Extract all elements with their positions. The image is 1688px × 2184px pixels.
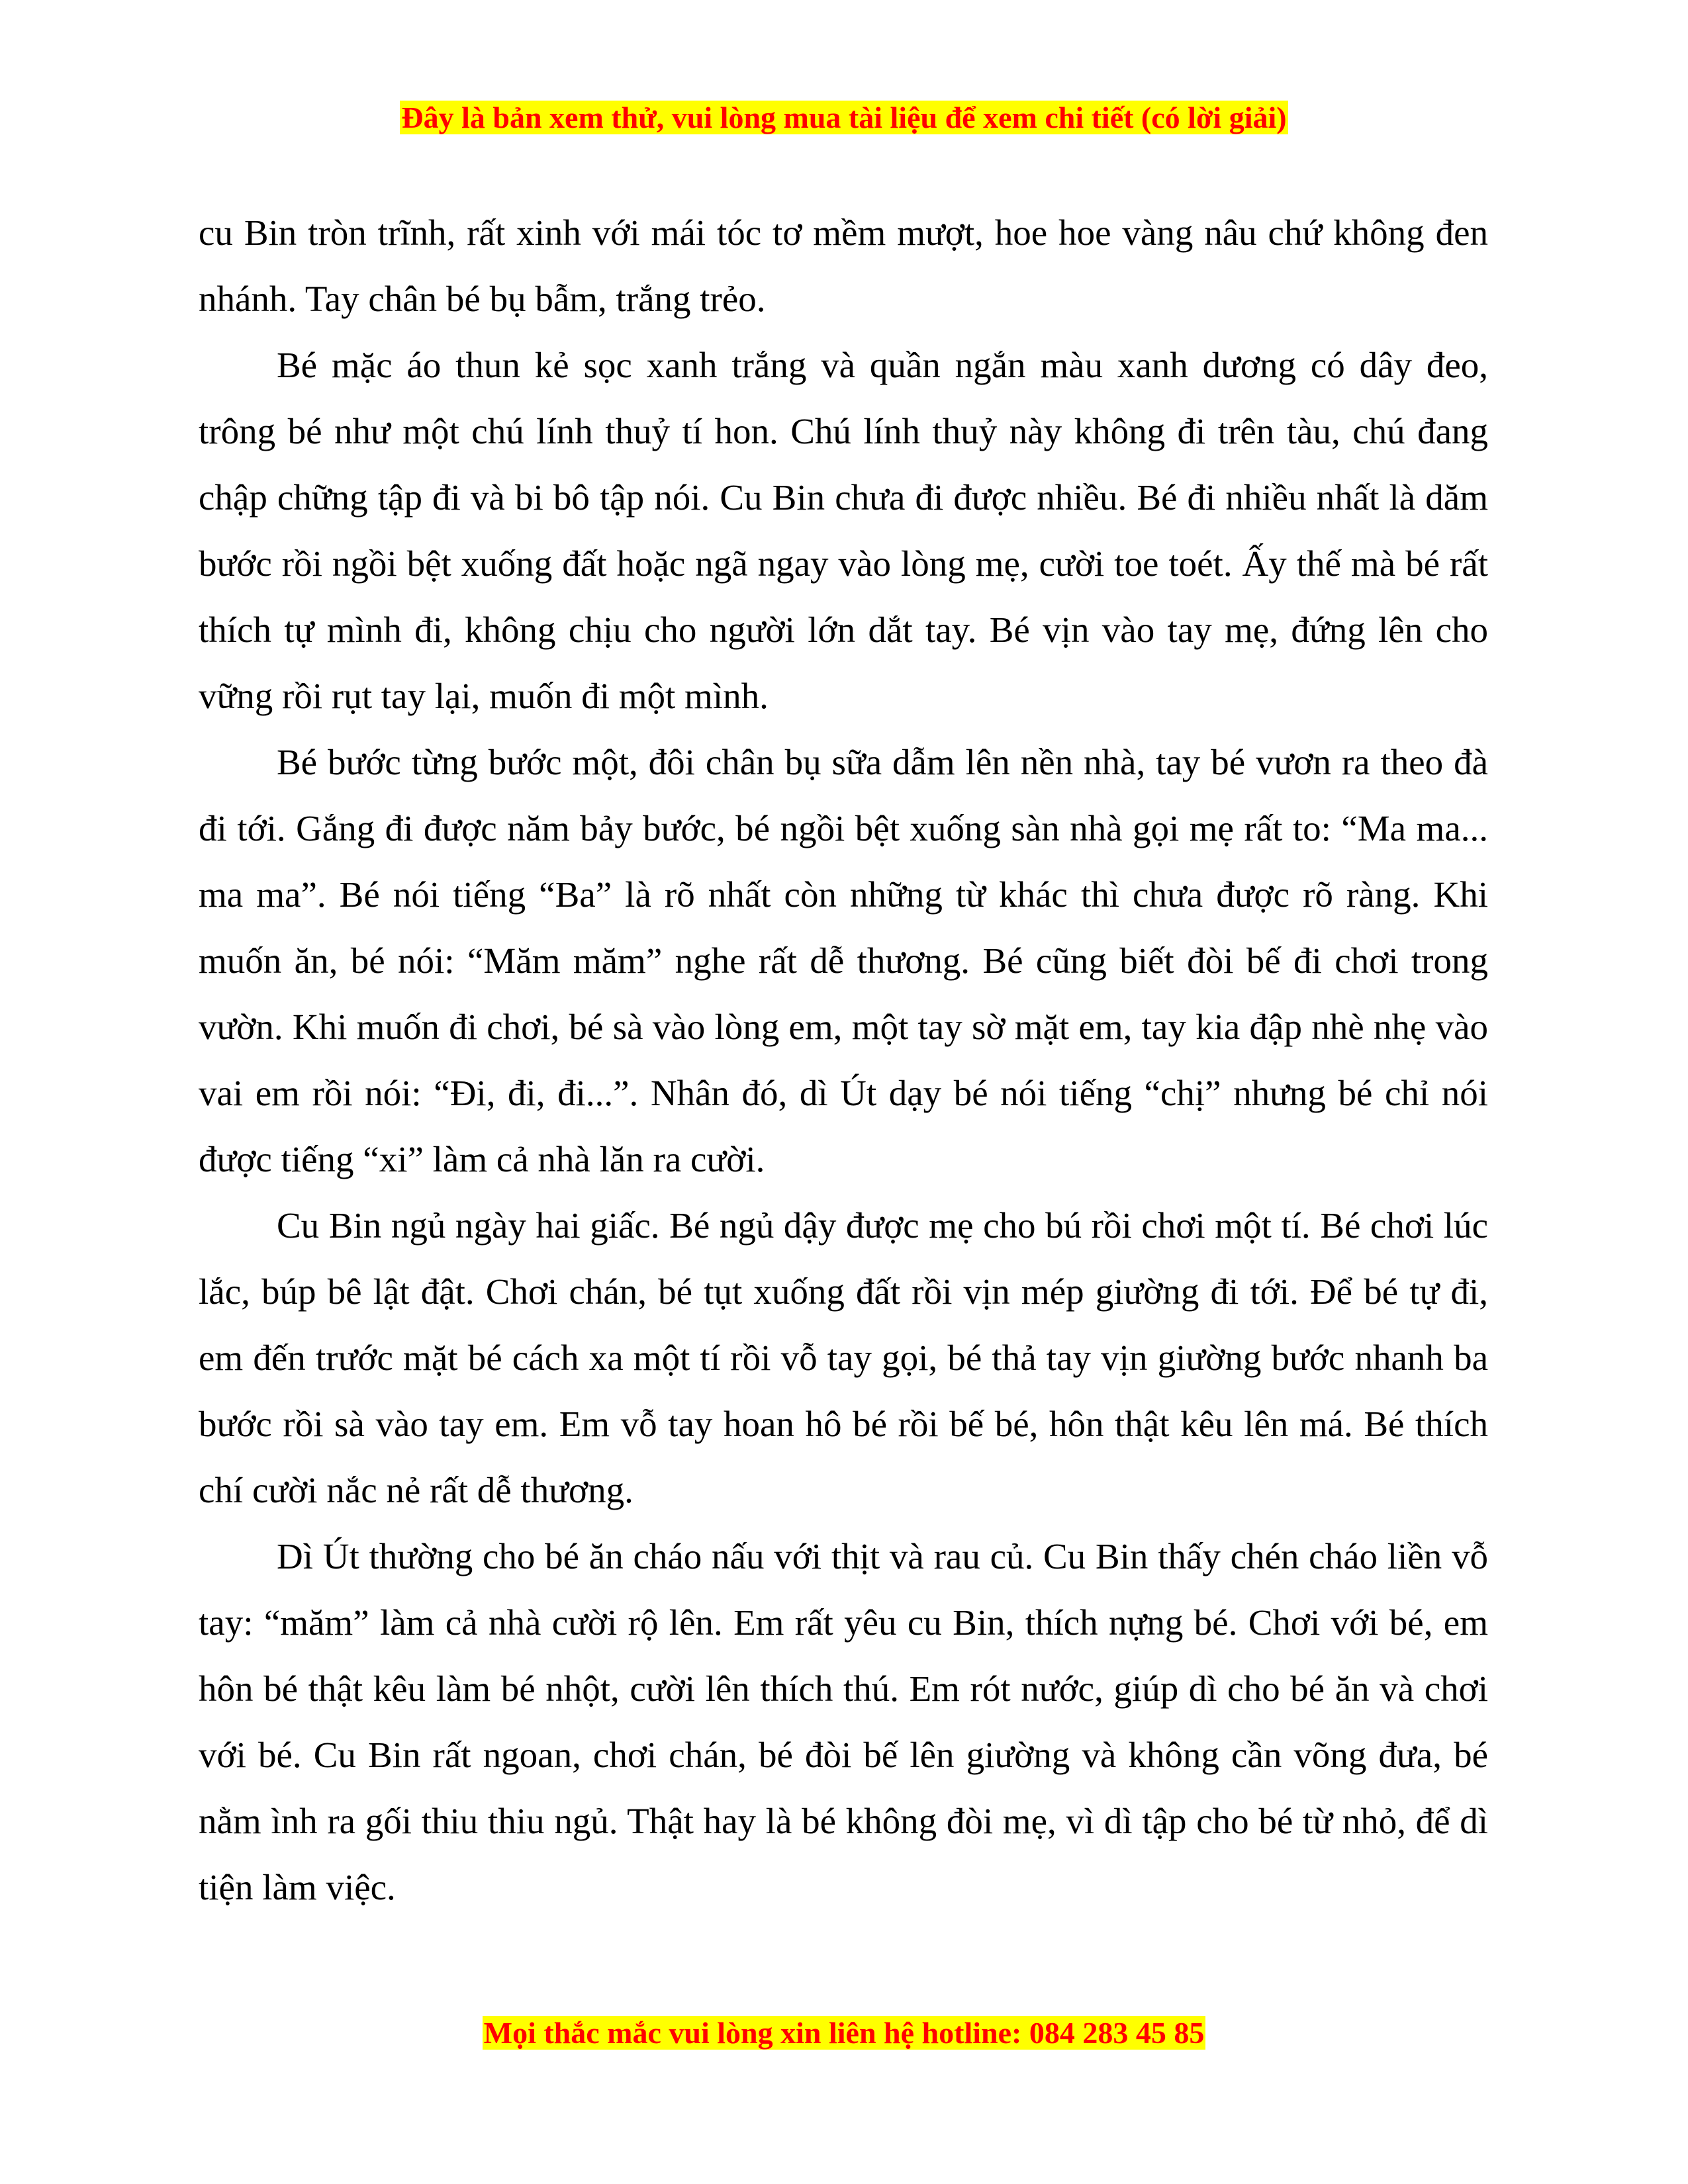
preview-notice-text: Đây là bản xem thử, vui lòng mua tài liệu để xem chi tiết (có lời giải) <box>401 101 1287 134</box>
paragraph-4: Cu Bin ngủ ngày hai giấc. Bé ngủ dậy được mẹ cho bú rồi chơi một tí. Bé chơi lúc lắc, búp bê lật đật. Chơi chán, bé tụt xuống đất rồi vịn mép giường đi tới. Để bé tự đi, em đến trước mặt bé cách xa một tí rồi vỗ tay gọi, bé thả tay vịn giường bước nhanh ba bước rồi sà vào tay em. Em vỗ tay hoan hô bé rồi bế bé, hôn thật kêu lên má. Bé thích chí cười nắc nẻ rất dễ thương. <box>199 1205 1488 1510</box>
hotline-banner <box>0 2015 1688 2052</box>
preview-notice-banner <box>0 99 1688 136</box>
document-body <box>199 200 1488 1921</box>
paragraph-1: cu Bin tròn trĩnh, rất xinh với mái tóc tơ mềm mượt, hoe hoe vàng nâu chứ không đen nhánh. Tay chân bé bụ bẫm, trắng trẻo. <box>199 212 1488 319</box>
paragraph-5: Dì Út thường cho bé ăn cháo nấu với thịt và rau củ. Cu Bin thấy chén cháo liền vỗ tay: “măm” làm cả nhà cười rộ lên. Em rất yêu cu Bin, thích nựng bé. Chơi với bé, em hôn bé thật kêu làm bé nhột, cười lên thích thú. Em rót nước, giúp dì cho bé ăn và chơi với bé. Cu Bin rất ngoan, chơi chán, bé đòi bế lên giường và không cần võng đưa, bé nằm ình ra gối thiu thiu ngủ. Thật hay là bé không đòi mẹ, vì dì tập cho bé từ nhỏ, để dì tiện làm việc. <box>199 1536 1488 1907</box>
paragraph-2: Bé mặc áo thun kẻ sọc xanh trắng và quần ngắn màu xanh dương có dây đeo, trông bé như một chú lính thuỷ tí hon. Chú lính thuỷ này không đi trên tàu, chú đang chập chững tập đi và bi bô tập nói. Cu Bin chưa đi được nhiều. Bé đi nhiều nhất là dăm bước rồi ngồi bệt xuống đất hoặc ngã ngay vào lòng mẹ, cười toe toét. Ấy thế mà bé rất thích tự mình đi, không chịu cho người lớn dắt tay. Bé vịn vào tay mẹ, đứng lên cho vững rồi rụt tay lại, muốn đi một mình. <box>199 345 1488 716</box>
paragraph-3: Bé bước từng bước một, đôi chân bụ sữa dẫm lên nền nhà, tay bé vươn ra theo đà đi tới. Gắng đi được năm bảy bước, bé ngồi bệt xuống sàn nhà gọi mẹ rất to: “Ma ma... ma ma”. Bé nói tiếng “Ba” là rõ nhất còn những từ khác thì chưa được rõ ràng. Khi muốn ăn, bé nói: “Măm măm” nghe rất dễ thương. Bé cũng biết đòi bế đi chơi trong vườn. Khi muốn đi chơi, bé sà vào lòng em, một tay sờ mặt em, tay kia đập nhè nhẹ vào vai em rồi nói: “Đi, đi, đi...”. Nhân đó, dì Út dạy bé nói tiếng “chị” nhưng bé chỉ nói được tiếng “xi” làm cả nhà lăn ra cười. <box>199 742 1488 1179</box>
hotline-text: Mọi thắc mắc vui lòng xin liên hệ hotline: 084 283 45 85 <box>483 2016 1205 2050</box>
